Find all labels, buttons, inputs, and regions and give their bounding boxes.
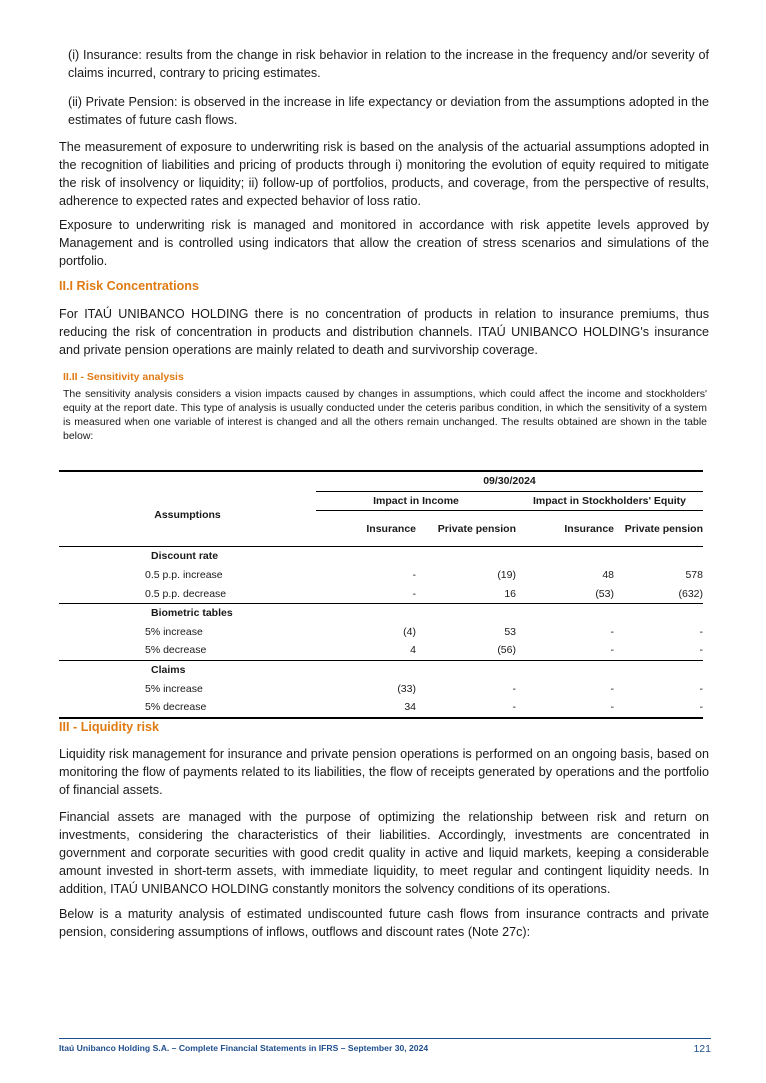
paragraph-private-pension: (ii) Private Pension: is observed in the increase in life expectancy or deviation from the assumptions adopted in the estimates of future cash flows. (68, 95, 709, 127)
impact-income-header: Impact in Income (316, 491, 516, 511)
paragraph-maturity-analysis: Below is a maturity analysis of estimated undiscounted future cash flows from insurance contracts and private pension, considering assumptions of inflows, outflows and discount rates (Note 27c): (59, 907, 709, 939)
paragraph-exposure-measurement: The measurement of exposure to underwriting risk is based on the analysis of the actuarial assumptions adopted in the recognition of liabilities and pricing of products through i) monitoring the evolution of equity required to mitigate the risk of insolvency or liquidity; ii) follow-up of portfolios, products, and coverage, from the perspective of results, adherence to expected rates and expected behavior of loss ratio. (59, 140, 709, 208)
paragraph-financial-assets: Financial assets are managed with the purpose of optimizing the relationship between risk and return on investments, considering the characteristics of their liabilities. Accordingly, investments are concentrated in government and corporate securities with good credit quality in active and liquid markets, keeping a considerable amount invested in short-term assets, with immediate liquidity, to meet regular and contingent liquidity needs. In addition, ITAÚ UNIBANCO HOLDING constantly monitors the solvency conditions of its operations. (59, 810, 709, 896)
table-row: 5% decrease 34 - - - (59, 698, 703, 718)
page-number: 121 (693, 1043, 711, 1055)
assumptions-header: Assumptions (154, 509, 221, 522)
table-row: 5% decrease 4 (56) - - (145, 644, 703, 657)
group-title: Claims (151, 664, 186, 677)
col-pension-income: Private pension (437, 522, 516, 535)
sensitivity-table (59, 470, 703, 719)
group-title: Discount rate (151, 550, 219, 563)
page-footer (59, 1038, 711, 1055)
table-row: 0.5 p.p. decrease - 16 (53) (632) (145, 587, 703, 600)
impact-equity-header: Impact in Stockholders' Equity (516, 491, 703, 511)
paragraph-liquidity-management: Liquidity risk management for insurance and private pension operations is performed on an ongoing basis, based on monitoring the flow of payments related to its liabilities, the flow of receipts generated by operations and the portfolio of financial assets. (59, 747, 709, 797)
table-row: 5% increase (33) - - - (145, 682, 703, 695)
heading-liquidity-risk: III - Liquidity risk (59, 720, 160, 734)
heading-risk-concentrations: II.I Risk Concentrations (59, 279, 199, 293)
paragraph-exposure-management: Exposure to underwriting risk is managed and monitored in accordance with risk appetite levels approved by Management and is controlled using indicators that allow the creation of stress scenarios and simulations of the portfolio. (59, 218, 709, 268)
date-header: 09/30/2024 (316, 471, 703, 491)
paragraph-risk-concentrations: For ITAÚ UNIBANCO HOLDING there is no concentration of products in relation to insurance premiums, thus reducing the risk of concentration in products and distribution channels. ITAÚ UNIBANCO HOLDING's insurance and private pension operations are mainly related to death and survivorship coverage. (59, 307, 709, 357)
footer-title: Itaú Unibanco Holding S.A. – Complete Financial Statements in IFRS – September 30, 2024 (59, 1043, 429, 1053)
paragraph-sensitivity-analysis: The sensitivity analysis considers a vision impacts caused by changes in assumptions, which could affect the income and stockholders' equity at the report date. This type of analysis is usually conducted under the ceteris paribus condition, in which the sensitivity of a system is measured when one variable of interest is changed and all the others remain unchanged. The results obtained are shown in the table below: (63, 388, 707, 442)
paragraph-insurance: (i) Insurance: results from the change in risk behavior in relation to the increase in the frequency and/or severity of claims incurred, contrary to pricing estimates. (68, 48, 709, 80)
table-row: 0.5 p.p. increase - (19) 48 578 (145, 569, 703, 582)
col-pension-equity: Private pension (624, 522, 703, 535)
table-row: 5% increase (4) 53 - - (145, 625, 703, 638)
group-title: Biometric tables (151, 607, 233, 620)
col-insurance-equity: Insurance (564, 522, 614, 535)
heading-sensitivity-analysis: II.II - Sensitivity analysis (63, 371, 184, 383)
col-insurance-income: Insurance (366, 522, 416, 535)
